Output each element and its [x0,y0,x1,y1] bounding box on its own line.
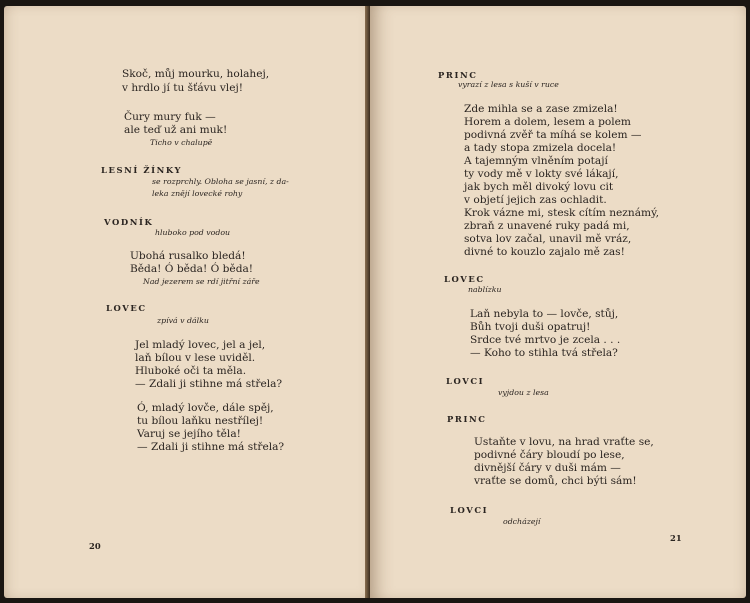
verse-line: laň bílou v lese uviděl. [135,352,256,364]
verse-line: sotva lov začal, unavil mě vráz, [464,233,632,245]
speaker-name: LOVEC [444,274,485,284]
stage-direction: nablízku [468,285,502,294]
speaker-name: LESNÍ ŽÍNKY [101,165,183,175]
right-page [370,6,746,598]
verse-line: jak bych měl divoký lovu cit [464,181,614,193]
verse-line: — Koho to stihla tvá střela? [470,347,618,359]
verse-line: Krok vázne mi, stesk cítím neznámý, [464,207,660,219]
verse-line: Zde mihla se a zase zmizela! [464,103,618,115]
verse-line: — Zdali ji stihne má střela? [135,378,283,390]
stage-direction: Ticho v chalupě [150,138,213,147]
stage-direction: hluboko pod vodou [155,228,231,237]
verse-line: Varuj se jejího těla! [137,428,241,440]
stage-direction: vyjdou z lesa [498,388,549,397]
verse-line: podivné čáry bloudí po lese, [474,449,625,461]
verse-line: ty vody mě v lokty své lákají, [464,168,619,180]
verse-line: a tady stopa zmizela docela! [464,142,617,154]
page-number: 21 [670,533,682,543]
verse-line: Ubohá rusalko bledá! [130,250,246,262]
verse-line: podivná zvěř ta míhá se kolem — [464,129,642,141]
verse-line: v objetí jejich zas ochladit. [464,194,607,206]
left-page [4,6,382,598]
verse-line: — Zdali ji stihne má střela? [137,441,285,453]
verse-line: tu bílou laňku nestřílej! [137,415,264,427]
stage-direction: vyrazí z lesa s kuší v ruce [458,80,559,89]
verse-line: zbraň z unavené ruky padá mi, [464,220,630,232]
verse-line: divné to kouzlo zajalo mě zas! [464,246,625,258]
stage-direction: zpívá v dálku [157,316,209,325]
verse-line: Hluboké oči ta měla. [135,365,247,377]
verse-line: A tajemným vlněním potají [464,155,608,167]
verse-line: Jel mladý lovec, jel a jel, [135,339,266,351]
verse-line: Srdce tvé mrtvo je zcela . . . [470,334,621,346]
verse-line: Čury mury fuk — [124,111,216,123]
verse-line: Běda! Ó běda! Ó běda! [130,263,254,275]
stage-direction: leka znějí lovecké rohy [152,189,243,198]
verse-line: Ó, mladý lovče, dále spěj, [137,402,274,414]
verse-line: Skoč, můj mourku, holahej, [122,68,270,80]
speaker-name: VODNÍK [104,217,154,227]
speaker-name: PRINC [447,414,487,424]
verse-line: Laň nebyla to — lovče, stůj, [470,308,619,320]
verse-line: Horem a dolem, lesem a polem [464,116,631,128]
stage-direction: Nad jezerem se rdí jitřní záře [143,277,260,286]
speaker-name: LOVCI [446,376,485,386]
verse-line: v hrdlo jí tu šťávu vlej! [122,82,244,94]
speaker-name: PRINC [438,70,478,80]
speaker-name: LOVEC [106,303,147,313]
verse-line: vraťte se domů, chci býti sám! [474,475,637,487]
speaker-name: LOVCI [450,505,489,515]
stage-direction: odcházejí [503,517,541,526]
stage-direction: se rozprchly. Obloha se jasní, z da- [152,177,289,186]
verse-line: Ustaňte v lovu, na hrad vraťte se, [474,436,654,448]
verse-line: divnější čáry v duši mám — [474,462,621,474]
verse-line: Bůh tvoji duši opatruj! [470,321,591,333]
page-number: 20 [89,541,101,551]
verse-line: ale teď už ani muk! [124,124,228,136]
